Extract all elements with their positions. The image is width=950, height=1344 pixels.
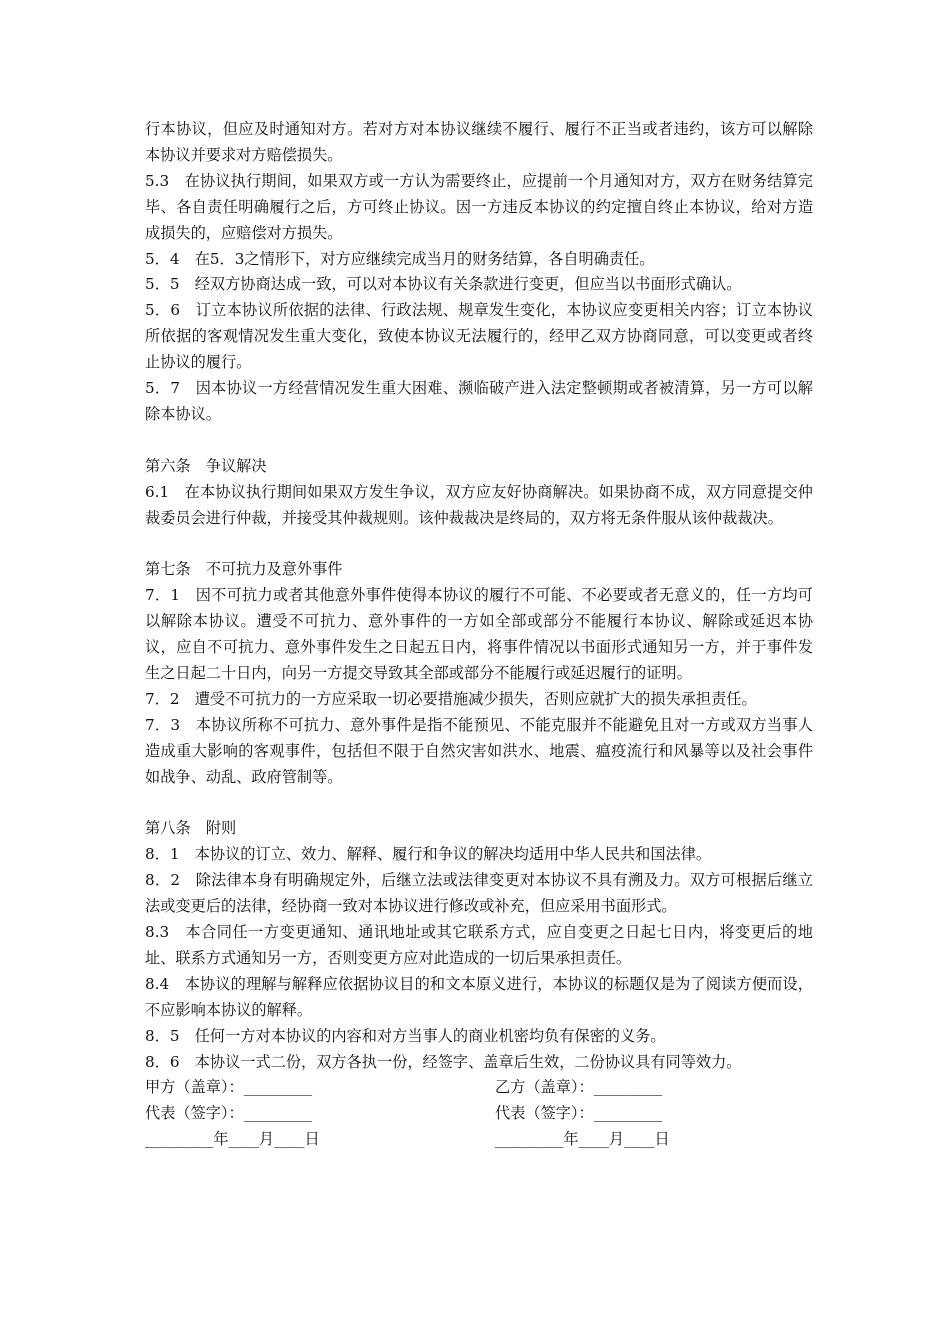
clause-8-5: 8．5 任何一方对本协议的内容和对方当事人的商业机密均负有保密的义务。 — [145, 1026, 666, 1045]
clause-7-2: 7．2 遭受不可抗力的一方应采取一切必要措施减少损失，否则应就扩大的损失承担责任。 — [145, 689, 757, 708]
clause-8-3: 8.3 本合同任一方变更通知、通讯地址或其它联系方式，应自变更之日起七日内，将变更后的地址、联系方式通知另一方，否则变更方应对此造成的一切后果承担责任。 — [145, 923, 813, 967]
clause-5-6: 5．6 订立本协议所依据的法律、行政法规、规章发生变化，本协议应变更相关内容；订立本协议所依据的客观情况发生重大变化，致使本协议无法履行的，经甲乙双方协商同意，可以变更或者终止协议的履行。 — [145, 301, 813, 372]
clause-8-6: 8．6 本协议一式二份，双方各执一份，经签字、盖章后生效，二份协议具有同等效力。 — [145, 1052, 742, 1071]
clause-5-4: 5．4 在5．3之情形下，对方应继续完成当月的财务结算，各自明确责任。 — [145, 249, 655, 268]
signature-seal-row — [145, 1075, 813, 1101]
party-a-rep-field: 代表（签字）：_________ — [145, 1104, 313, 1123]
section-spacer — [145, 428, 813, 454]
article-8-heading: 第八条 附则 — [145, 819, 237, 838]
clause-7-1: 7．1 因不可抗力或者其他意外事件使得本协议的履行不可能、不必要或者无意义的，任一方均可以解除本协议。遭受不可抗力、意外事件的一方如全部或部分不能履行本协议、解除或延迟本协议，应自不可抗力、意外事件发生之日起五日内，将事件情况以书面形式通知另一方，并于事件发生之日起二十日内，向另一方提交导致其全部或部分不能履行或延迟履行的证明。 — [145, 586, 813, 682]
clause-5-continuation: 行本协议，但应及时通知对方。若对方对本协议继续不履行、履行不正当或者违约，该方可以解除本协议并要求对方赔偿损失。 — [145, 120, 813, 164]
signature-rep-row — [145, 1101, 813, 1127]
clause-5-5: 5．5 经双方协商达成一致，可以对本协议有关条款进行变更，但应当以书面形式确认。 — [145, 275, 742, 294]
clause-8-4: 8.4 本协议的理解与解释应依据协议目的和文本原义进行，本协议的标题仅是为了阅读方便而设，不应影响本协议的解释。 — [145, 974, 813, 1019]
article-6-heading: 第六条 争议解决 — [145, 456, 267, 475]
section-spacer — [145, 531, 813, 557]
party-b-rep-field: 代表（签字）：_________ — [495, 1104, 663, 1123]
party-b-date-field: _________年____月____日 — [495, 1130, 670, 1149]
clause-6-1: 6.1 在本协议执行期间如果双方发生争议，双方应友好协商解决。如果协商不成，双方同意提交仲裁委员会进行仲裁，并接受其仲裁规则。该仲裁裁决是终局的，双方将无条件服从该仲裁裁决。 — [145, 482, 813, 527]
document-page — [145, 117, 813, 1153]
article-7-heading: 第七条 不可抗力及意外事件 — [145, 560, 343, 579]
section-spacer — [145, 791, 813, 817]
clause-8-1: 8．1 本协议的订立、效力、解释、履行和争议的解决均适用中华人民共和国法律。 — [145, 845, 712, 864]
clause-5-3: 5.3 在协议执行期间，如果双方或一方认为需要终止，应提前一个月通知对方，双方在财务结算完毕、各自责任明确履行之后，方可终止协议。因一方违反本协议的约定擅自终止本协议，给对方造成损失的，应赔偿对方损失。 — [145, 171, 813, 242]
party-b-seal-field: 乙方（盖章）：_________ — [495, 1078, 663, 1097]
signature-date-row — [145, 1127, 813, 1153]
clause-7-3: 7．3 本协议所称不可抗力、意外事件是指不能预见、不能克服并不能避免且对一方或双方当事人造成重大影响的客观事件，包括但不限于自然灾害如洪水、地震、瘟疫流行和风暴等以及社会事件如战争、动乱、政府管制等。 — [145, 715, 813, 786]
party-a-seal-field: 甲方（盖章）：_________ — [145, 1078, 313, 1097]
clause-5-7: 5．7 因本协议一方经营情况发生重大困难、濒临破产进入法定整顿期或者被清算，另一方可以解除本协议。 — [145, 379, 813, 423]
clause-8-2: 8．2 除法律本身有明确规定外，后继立法或法律变更对本协议不具有溯及力。双方可根据后继立法或变更后的法律，经协商一致对本协议进行修改或补充，但应采用书面形式。 — [145, 871, 813, 916]
party-a-date-field: _________年____月____日 — [145, 1130, 320, 1149]
